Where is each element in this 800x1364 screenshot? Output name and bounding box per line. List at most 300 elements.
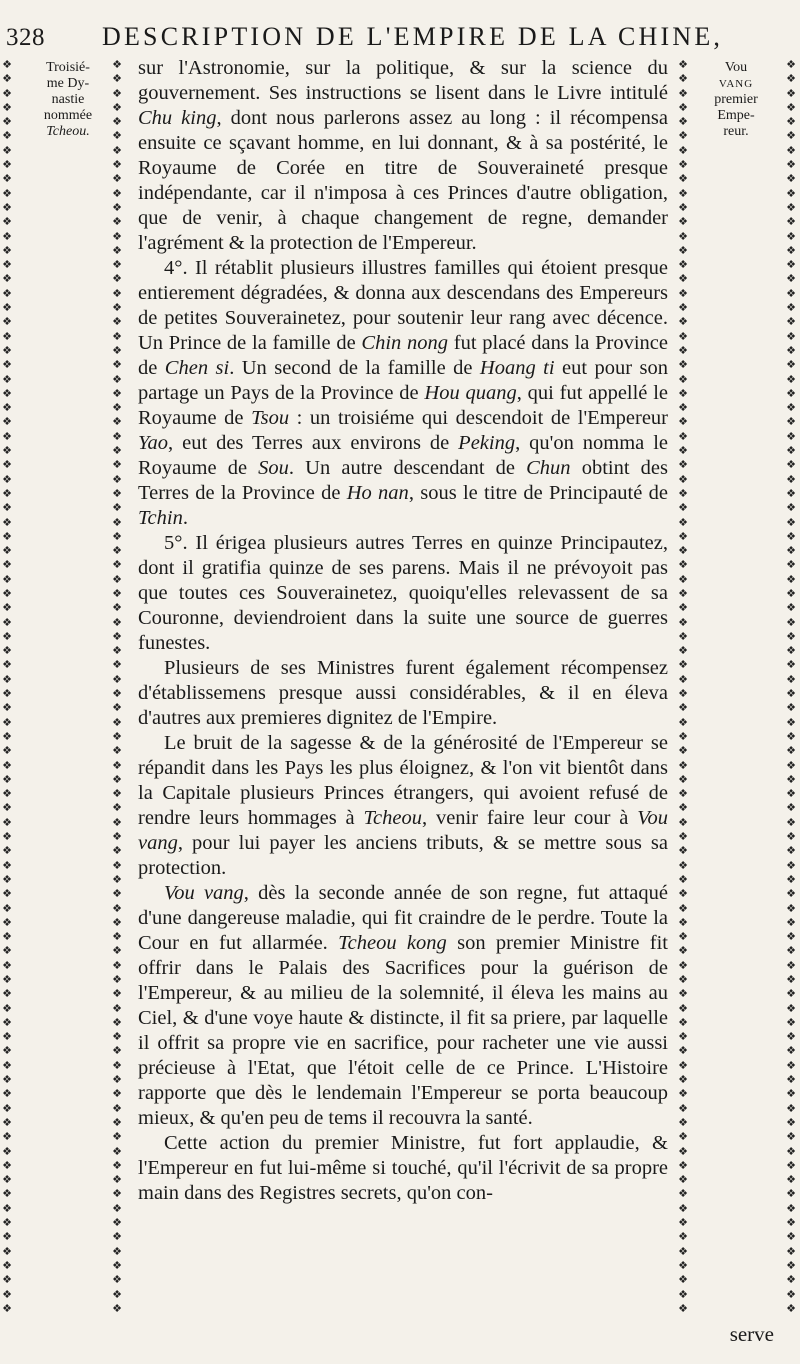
left-inner-ornament-border <box>110 60 124 1315</box>
text-run: obtint des Terres de la Province de <box>138 457 668 504</box>
ornament-glyph: ❖ <box>678 187 688 200</box>
ornament-glyph: ❖ <box>112 1116 122 1129</box>
ornament-glyph: ❖ <box>2 445 12 458</box>
ornament-glyph: ❖ <box>786 273 796 286</box>
paragraph <box>138 656 668 731</box>
ornament-glyph: ❖ <box>112 1302 122 1315</box>
ornament-glyph: ❖ <box>112 959 122 972</box>
ornament-glyph: ❖ <box>2 859 12 872</box>
ornament-glyph: ❖ <box>678 545 688 558</box>
italic-name: Vou vang <box>138 807 668 854</box>
ornament-glyph: ❖ <box>786 1245 796 1258</box>
italic-name: Sou <box>258 457 289 479</box>
ornament-glyph: ❖ <box>2 316 12 329</box>
ornament-glyph: ❖ <box>2 1231 12 1244</box>
catchword: serve <box>729 1322 774 1346</box>
ornament-glyph: ❖ <box>2 259 12 272</box>
ornament-glyph: ❖ <box>112 931 122 944</box>
ornament-glyph: ❖ <box>786 73 796 86</box>
ornament-glyph: ❖ <box>112 630 122 643</box>
ornament-glyph: ❖ <box>786 402 796 415</box>
italic-name: Chun <box>526 457 571 479</box>
text-run: eut pour son partage un Pays de la Province de <box>138 357 668 404</box>
ornament-glyph: ❖ <box>2 745 12 758</box>
ornament-glyph: ❖ <box>678 144 688 157</box>
ornament-glyph: ❖ <box>2 1059 12 1072</box>
ornament-glyph: ❖ <box>2 130 12 143</box>
ornament-glyph: ❖ <box>2 1159 12 1172</box>
ornament-glyph: ❖ <box>2 459 12 472</box>
ornament-glyph: ❖ <box>112 1174 122 1187</box>
ornament-glyph: ❖ <box>2 573 12 586</box>
ornament-glyph: ❖ <box>678 430 688 443</box>
ornament-glyph: ❖ <box>2 1088 12 1101</box>
ornament-glyph: ❖ <box>678 916 688 929</box>
ornament-glyph: ❖ <box>112 645 122 658</box>
ornament-glyph: ❖ <box>112 402 122 415</box>
ornament-glyph: ❖ <box>678 845 688 858</box>
ornament-glyph: ❖ <box>678 73 688 86</box>
ornament-glyph: ❖ <box>786 1131 796 1144</box>
ornament-glyph: ❖ <box>678 1088 688 1101</box>
ornament-glyph: ❖ <box>678 316 688 329</box>
ornament-glyph: ❖ <box>112 559 122 572</box>
ornament-glyph: ❖ <box>678 1274 688 1287</box>
ornament-glyph: ❖ <box>678 716 688 729</box>
ornament-glyph: ❖ <box>112 473 122 486</box>
ornament-glyph: ❖ <box>2 1116 12 1129</box>
ornament-glyph: ❖ <box>112 1074 122 1087</box>
ornament-glyph: ❖ <box>678 387 688 400</box>
ornament-glyph: ❖ <box>112 316 122 329</box>
ornament-glyph: ❖ <box>786 302 796 315</box>
ornament-glyph: ❖ <box>678 273 688 286</box>
ornament-glyph: ❖ <box>678 1016 688 1029</box>
ornament-glyph: ❖ <box>112 530 122 543</box>
ornament-glyph: ❖ <box>678 788 688 801</box>
ornament-glyph: ❖ <box>786 60 796 71</box>
ornament-glyph: ❖ <box>678 974 688 986</box>
ornament-glyph: ❖ <box>678 630 688 643</box>
ornament-glyph: ❖ <box>112 1288 122 1301</box>
ornament-glyph: ❖ <box>112 73 122 86</box>
ornament-glyph: ❖ <box>2 888 12 901</box>
ornament-glyph: ❖ <box>2 1102 12 1115</box>
ornament-glyph: ❖ <box>2 759 12 772</box>
ornament-glyph: ❖ <box>678 745 688 758</box>
text-run: fut placé dans la Province de <box>138 332 668 379</box>
ornament-glyph: ❖ <box>2 530 12 543</box>
ornament-glyph: ❖ <box>786 1116 796 1129</box>
ornament-glyph: ❖ <box>2 587 12 600</box>
ornament-glyph: ❖ <box>2 1074 12 1087</box>
ornament-glyph: ❖ <box>786 1259 796 1272</box>
ornament-glyph: ❖ <box>2 602 12 615</box>
ornament-glyph: ❖ <box>678 330 688 343</box>
ornament-glyph: ❖ <box>2 1031 12 1044</box>
ornament-glyph: ❖ <box>2 873 12 886</box>
ornament-glyph: ❖ <box>786 630 796 643</box>
italic-name: Tsou <box>251 407 290 429</box>
ornament-glyph: ❖ <box>678 602 688 615</box>
ornament-glyph: ❖ <box>2 673 12 686</box>
ornament-glyph: ❖ <box>786 201 796 214</box>
ornament-glyph: ❖ <box>112 1088 122 1101</box>
ornament-glyph: ❖ <box>786 802 796 815</box>
ornament-glyph: ❖ <box>112 344 122 357</box>
ornament-glyph: ❖ <box>112 759 122 772</box>
ornament-glyph: ❖ <box>786 988 796 1001</box>
text-run: . <box>182 507 188 529</box>
ornament-glyph: ❖ <box>2 273 12 286</box>
italic-name: Tchin <box>138 507 183 529</box>
ornament-glyph: ❖ <box>112 445 122 458</box>
ornament-glyph: ❖ <box>2 1188 12 1201</box>
ornament-glyph: ❖ <box>786 1059 796 1072</box>
ornament-glyph: ❖ <box>2 845 12 858</box>
ornament-glyph: ❖ <box>2 831 12 844</box>
ornament-glyph: ❖ <box>678 516 688 529</box>
ornament-glyph: ❖ <box>112 816 122 829</box>
ornament-glyph: ❖ <box>786 173 796 186</box>
margin-note-line: Tcheou. <box>46 124 90 139</box>
text-run: 4°. Il rétablit plusieurs illustres familles qui étoient presque entierement dégradées, & donna aux descendans des Empereurs de petites Souverainetez, pour soutenir leur rang avec décence. Un Prince de la famille de <box>138 257 668 354</box>
ornament-glyph: ❖ <box>112 302 122 315</box>
ornament-glyph: ❖ <box>2 201 12 214</box>
text-run: , venir faire leur cour à <box>421 807 638 829</box>
ornament-glyph: ❖ <box>112 659 122 672</box>
ornament-glyph: ❖ <box>2 244 12 257</box>
ornament-glyph: ❖ <box>678 616 688 629</box>
ornament-glyph: ❖ <box>2 802 12 815</box>
ornament-glyph: ❖ <box>112 373 122 386</box>
ornament-glyph: ❖ <box>678 130 688 143</box>
ornament-glyph: ❖ <box>2 1274 12 1287</box>
left-margin-note <box>28 60 108 140</box>
ornament-glyph: ❖ <box>678 1202 688 1215</box>
ornament-glyph: ❖ <box>678 773 688 786</box>
ornament-glyph: ❖ <box>678 402 688 415</box>
ornament-glyph: ❖ <box>112 159 122 172</box>
ornament-glyph: ❖ <box>786 602 796 615</box>
ornament-glyph: ❖ <box>2 187 12 200</box>
ornament-glyph: ❖ <box>678 1074 688 1087</box>
ornament-glyph: ❖ <box>786 373 796 386</box>
ornament-glyph: ❖ <box>112 1045 122 1058</box>
ornament-glyph: ❖ <box>2 974 12 986</box>
margin-note-line: nastie <box>51 92 85 107</box>
page-number: 328 <box>6 24 45 51</box>
ornament-glyph: ❖ <box>678 159 688 172</box>
ornament-glyph: ❖ <box>112 101 122 114</box>
ornament-glyph: ❖ <box>112 745 122 758</box>
ornament-glyph: ❖ <box>786 673 796 686</box>
ornament-glyph: ❖ <box>2 1288 12 1301</box>
ornament-glyph: ❖ <box>112 573 122 586</box>
ornament-glyph: ❖ <box>678 1159 688 1172</box>
ornament-glyph: ❖ <box>112 545 122 558</box>
text-run: : un troisiéme qui descendoit de l'Empereur <box>289 407 668 429</box>
ornament-glyph: ❖ <box>112 716 122 729</box>
italic-name: Tcheou <box>363 807 422 829</box>
ornament-glyph: ❖ <box>112 259 122 272</box>
ornament-glyph: ❖ <box>678 287 688 300</box>
ornament-glyph: ❖ <box>2 773 12 786</box>
text-run: Plusieurs de ses Ministres furent également récompensez d'établissemens presque aussi considérables, & il en éleva d'autres aux premieres dignitez de l'Empire. <box>138 657 668 729</box>
ornament-glyph: ❖ <box>112 1188 122 1201</box>
ornament-glyph: ❖ <box>678 759 688 772</box>
ornament-glyph: ❖ <box>112 673 122 686</box>
ornament-glyph: ❖ <box>112 888 122 901</box>
ornament-glyph: ❖ <box>2 816 12 829</box>
ornament-glyph: ❖ <box>2 373 12 386</box>
ornament-glyph: ❖ <box>112 287 122 300</box>
ornament-glyph: ❖ <box>112 902 122 915</box>
main-text-column <box>138 56 668 1206</box>
ornament-glyph: ❖ <box>786 530 796 543</box>
ornament-glyph: ❖ <box>112 1245 122 1258</box>
ornament-glyph: ❖ <box>2 144 12 157</box>
ornament-glyph: ❖ <box>786 1188 796 1201</box>
ornament-glyph: ❖ <box>112 730 122 743</box>
ornament-glyph: ❖ <box>786 1231 796 1244</box>
ornament-glyph: ❖ <box>112 1202 122 1215</box>
ornament-glyph: ❖ <box>112 688 122 701</box>
ornament-glyph: ❖ <box>112 1159 122 1172</box>
ornament-glyph: ❖ <box>678 87 688 100</box>
ornament-glyph: ❖ <box>786 902 796 915</box>
ornament-glyph: ❖ <box>678 1102 688 1115</box>
ornament-glyph: ❖ <box>2 1131 12 1144</box>
ornament-glyph: ❖ <box>2 416 12 429</box>
ornament-glyph: ❖ <box>786 130 796 143</box>
ornament-glyph: ❖ <box>786 702 796 715</box>
ornament-glyph: ❖ <box>786 1217 796 1230</box>
ornament-glyph: ❖ <box>2 1202 12 1215</box>
ornament-glyph: ❖ <box>786 873 796 886</box>
paragraph <box>138 1131 668 1206</box>
ornament-glyph: ❖ <box>112 873 122 886</box>
ornament-glyph: ❖ <box>112 173 122 186</box>
ornament-glyph: ❖ <box>2 1174 12 1187</box>
ornament-glyph: ❖ <box>2 387 12 400</box>
ornament-glyph: ❖ <box>786 87 796 100</box>
ornament-glyph: ❖ <box>678 530 688 543</box>
margin-note-line: nommée <box>43 108 93 123</box>
ornament-glyph: ❖ <box>786 287 796 300</box>
ornament-glyph: ❖ <box>786 1302 796 1315</box>
right-outer-ornament-border <box>784 60 798 1315</box>
ornament-glyph: ❖ <box>2 688 12 701</box>
ornament-glyph: ❖ <box>786 516 796 529</box>
ornament-glyph: ❖ <box>112 916 122 929</box>
ornament-glyph: ❖ <box>678 1145 688 1158</box>
ornament-glyph: ❖ <box>786 773 796 786</box>
ornament-glyph: ❖ <box>2 287 12 300</box>
text-run: , pour lui payer les anciens tributs, & se mettre sous sa protection. <box>138 832 668 879</box>
ornament-glyph: ❖ <box>112 1274 122 1287</box>
ornament-glyph: ❖ <box>678 1059 688 1072</box>
italic-name: Chu king <box>138 107 217 129</box>
ornament-glyph: ❖ <box>112 273 122 286</box>
ornament-glyph: ❖ <box>678 416 688 429</box>
page-header <box>0 18 800 58</box>
ornament-glyph: ❖ <box>2 101 12 114</box>
ornament-glyph: ❖ <box>678 116 688 129</box>
ornament-glyph: ❖ <box>786 1074 796 1087</box>
ornament-glyph: ❖ <box>2 1045 12 1058</box>
ornament-glyph: ❖ <box>786 759 796 772</box>
running-title: DESCRIPTION DE L'EMPIRE DE LA CHINE, <box>102 22 724 51</box>
italic-name: Hou quang <box>424 382 517 404</box>
ornament-glyph: ❖ <box>678 216 688 229</box>
ornament-glyph: ❖ <box>786 659 796 672</box>
left-outer-ornament-border <box>0 60 14 1315</box>
ornament-glyph: ❖ <box>786 745 796 758</box>
ornament-glyph: ❖ <box>2 73 12 86</box>
ornament-glyph: ❖ <box>678 816 688 829</box>
ornament-glyph: ❖ <box>786 859 796 872</box>
ornament-glyph: ❖ <box>678 244 688 257</box>
ornament-glyph: ❖ <box>112 1217 122 1230</box>
margin-note-line: reur. <box>723 124 749 139</box>
ornament-glyph: ❖ <box>786 1016 796 1029</box>
ornament-glyph: ❖ <box>786 230 796 243</box>
ornament-glyph: ❖ <box>786 1031 796 1044</box>
text-run: . Un second de la famille de <box>229 357 480 379</box>
ornament-glyph: ❖ <box>678 445 688 458</box>
ornament-glyph: ❖ <box>112 602 122 615</box>
margin-note-line: Empe- <box>717 108 755 123</box>
ornament-glyph: ❖ <box>2 988 12 1001</box>
ornament-glyph: ❖ <box>2 1145 12 1158</box>
italic-name: Peking <box>458 432 516 454</box>
text-run: sur l'Astronomie, sur la politique, & sur la science du gouvernement. Ses instructions se lisent dans le Livre intitulé <box>138 57 668 104</box>
ornament-glyph: ❖ <box>678 873 688 886</box>
text-run: , eut des Terres aux environs de <box>168 432 459 454</box>
paragraph <box>138 531 668 656</box>
ornament-glyph: ❖ <box>786 159 796 172</box>
ornament-glyph: ❖ <box>2 1016 12 1029</box>
ornament-glyph: ❖ <box>786 688 796 701</box>
ornament-glyph: ❖ <box>112 974 122 986</box>
ornament-glyph: ❖ <box>112 60 122 71</box>
right-inner-ornament-border <box>676 60 690 1315</box>
ornament-glyph: ❖ <box>112 1102 122 1115</box>
ornament-glyph: ❖ <box>112 244 122 257</box>
ornament-glyph: ❖ <box>2 302 12 315</box>
text-run: , qu'on nomma le Royaume de <box>138 432 668 479</box>
ornament-glyph: ❖ <box>2 616 12 629</box>
ornament-glyph: ❖ <box>786 1288 796 1301</box>
ornament-glyph: ❖ <box>678 1174 688 1187</box>
ornament-glyph: ❖ <box>678 1288 688 1301</box>
ornament-glyph: ❖ <box>678 302 688 315</box>
ornament-glyph: ❖ <box>678 1045 688 1058</box>
ornament-glyph: ❖ <box>786 387 796 400</box>
ornament-glyph: ❖ <box>678 1217 688 1230</box>
margin-note-line: VANG <box>718 78 754 90</box>
ornament-glyph: ❖ <box>112 1259 122 1272</box>
ornament-glyph: ❖ <box>678 902 688 915</box>
ornament-glyph: ❖ <box>786 1045 796 1058</box>
ornament-glyph: ❖ <box>678 859 688 872</box>
italic-name: Tcheou kong <box>338 932 447 954</box>
ornament-glyph: ❖ <box>786 831 796 844</box>
ornament-glyph: ❖ <box>112 1031 122 1044</box>
text-run: , sous le titre de Principauté de <box>408 482 668 504</box>
ornament-glyph: ❖ <box>112 387 122 400</box>
ornament-glyph: ❖ <box>786 116 796 129</box>
ornament-glyph: ❖ <box>2 359 12 372</box>
italic-name: Hoang ti <box>479 357 555 379</box>
paragraph <box>138 731 668 881</box>
ornament-glyph: ❖ <box>786 1002 796 1015</box>
ornament-glyph: ❖ <box>786 473 796 486</box>
ornament-glyph: ❖ <box>2 545 12 558</box>
text-run: , dont nous parlerons assez au long : il récompensa ensuite ce sçavant homme, en lui donnant, & à sa postérité, le Royaume de Corée en titre de Souveraineté presque indépendante, car il n'imposa à ces Princes d'autre obligation, que de venir, à chaque changement de regne, demander l'agrément & la protection de l'Empereur. <box>138 107 668 254</box>
ornament-glyph: ❖ <box>2 60 12 71</box>
ornament-glyph: ❖ <box>678 359 688 372</box>
ornament-glyph: ❖ <box>2 1259 12 1272</box>
ornament-glyph: ❖ <box>786 945 796 958</box>
ornament-glyph: ❖ <box>2 502 12 515</box>
ornament-glyph: ❖ <box>678 688 688 701</box>
ornament-glyph: ❖ <box>786 487 796 500</box>
ornament-glyph: ❖ <box>2 230 12 243</box>
margin-note-line: premier <box>714 92 758 107</box>
ornament-glyph: ❖ <box>786 816 796 829</box>
ornament-glyph: ❖ <box>112 459 122 472</box>
ornament-glyph: ❖ <box>786 187 796 200</box>
ornament-glyph: ❖ <box>786 559 796 572</box>
ornament-glyph: ❖ <box>2 645 12 658</box>
ornament-glyph: ❖ <box>786 101 796 114</box>
ornament-glyph: ❖ <box>786 445 796 458</box>
ornament-glyph: ❖ <box>678 802 688 815</box>
ornament-glyph: ❖ <box>786 144 796 157</box>
ornament-glyph: ❖ <box>678 473 688 486</box>
ornament-glyph: ❖ <box>786 316 796 329</box>
ornament-glyph: ❖ <box>2 902 12 915</box>
text-run: , dès la seconde année de son regne, fut attaqué d'une dangereuse maladie, qui fit craindre de le perdre. Toute la Cour en fut allarmée. <box>138 882 668 954</box>
ornament-glyph: ❖ <box>678 1031 688 1044</box>
ornament-glyph: ❖ <box>786 430 796 443</box>
ornament-glyph: ❖ <box>786 845 796 858</box>
italic-name: Chin nong <box>361 332 449 354</box>
ornament-glyph: ❖ <box>678 659 688 672</box>
right-margin-note <box>692 60 780 140</box>
ornament-glyph: ❖ <box>786 1102 796 1115</box>
paragraph <box>138 256 668 531</box>
ornament-glyph: ❖ <box>678 1188 688 1201</box>
ornament-glyph: ❖ <box>678 459 688 472</box>
ornament-glyph: ❖ <box>678 645 688 658</box>
ornament-glyph: ❖ <box>112 359 122 372</box>
ornament-glyph: ❖ <box>112 187 122 200</box>
ornament-glyph: ❖ <box>786 645 796 658</box>
paragraph <box>138 56 668 256</box>
ornament-glyph: ❖ <box>2 330 12 343</box>
ornament-glyph: ❖ <box>2 116 12 129</box>
ornament-glyph: ❖ <box>678 60 688 71</box>
ornament-glyph: ❖ <box>112 1231 122 1244</box>
italic-name: Yao <box>138 432 169 454</box>
ornament-glyph: ❖ <box>786 1274 796 1287</box>
ornament-glyph: ❖ <box>2 931 12 944</box>
ornament-glyph: ❖ <box>678 502 688 515</box>
ornament-glyph: ❖ <box>112 230 122 243</box>
